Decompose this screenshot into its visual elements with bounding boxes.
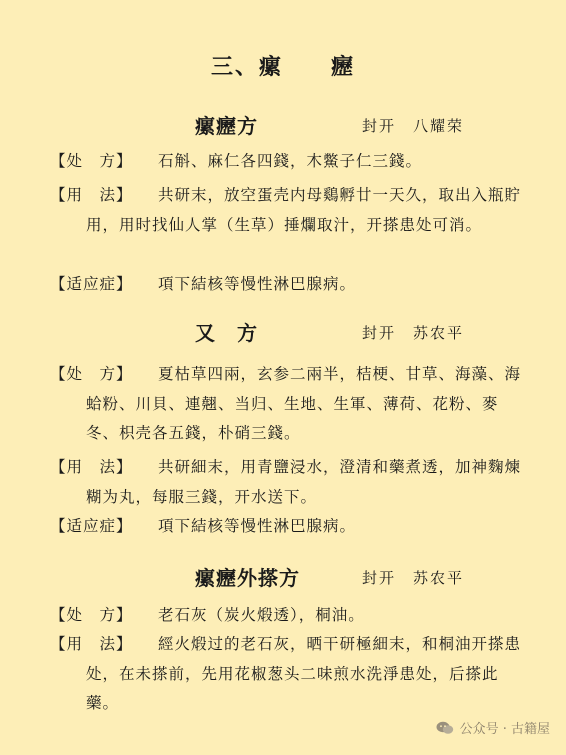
recipe-name: 又 方 [195, 321, 258, 345]
recipe-source: 封开 八耀荣 [362, 117, 465, 135]
recipe-header [0, 317, 566, 343]
section-title: 三、瘰 癧 [210, 54, 355, 80]
recipe-entry [50, 601, 530, 631]
entry-label: 【适应症】 [50, 275, 133, 293]
recipe-header [0, 562, 566, 588]
entry-text: 石斛、麻仁各四錢，木鱉子仁三錢。 [158, 152, 423, 170]
entry-text: 經火煅过的老石灰，晒干研極細末，和桐油开搽患处，在未搽前，先用花椒葱头二味煎水洗淨患处，后搽此藥。 [86, 635, 522, 712]
recipe-source: 封开 苏农平 [362, 569, 465, 587]
entry-label: 【用 法】 [50, 458, 133, 476]
watermark [436, 718, 550, 737]
entry-label: 【处 方】 [50, 152, 133, 170]
entry-label: 【用 法】 [50, 635, 133, 653]
recipe-entry [50, 147, 530, 177]
watermark-text: 公众号 · 古籍屋 [459, 722, 550, 737]
entry-text: 老石灰（炭火煅透），桐油。 [158, 606, 365, 624]
recipe-entry [50, 453, 530, 512]
recipe-entry [50, 270, 530, 300]
entry-text: 共研末，放空蛋壳内母鷄孵廿一天久，取出入瓶貯用，用时找仙人掌（生草）捶爛取汁，开搽患处可消。 [86, 186, 522, 234]
entry-text: 項下結核等慢性淋巴腺病。 [158, 275, 357, 293]
recipe-source: 封开 苏农平 [362, 324, 465, 342]
recipe-entry [50, 360, 530, 449]
entry-label: 【适应症】 [50, 517, 133, 535]
recipe-entry [50, 630, 530, 719]
entry-text: 共研細末，用青鹽浸水，澄清和藥煮透，加神麴煉糊为丸，每服三錢，开水送下。 [86, 458, 522, 506]
recipe-name: 瘰癧外搽方 [195, 566, 300, 590]
entry-label: 【用 法】 [50, 186, 133, 204]
recipe-entry [50, 181, 530, 240]
entry-label: 【处 方】 [50, 606, 133, 624]
entry-text: 夏枯草四兩，玄参二兩半，桔梗、甘草、海藻、海蛤粉、川貝、連翹、当归、生地、生軍、薄荷、花粉、麥冬、枳壳各五錢，朴硝三錢。 [86, 365, 522, 442]
recipe-entry [50, 512, 530, 542]
entry-label: 【处 方】 [50, 365, 133, 383]
recipe-name: 瘰癧方 [195, 114, 258, 138]
entry-text: 項下結核等慢性淋巴腺病。 [158, 517, 357, 535]
wechat-icon [436, 721, 454, 735]
recipe-header [0, 110, 566, 136]
